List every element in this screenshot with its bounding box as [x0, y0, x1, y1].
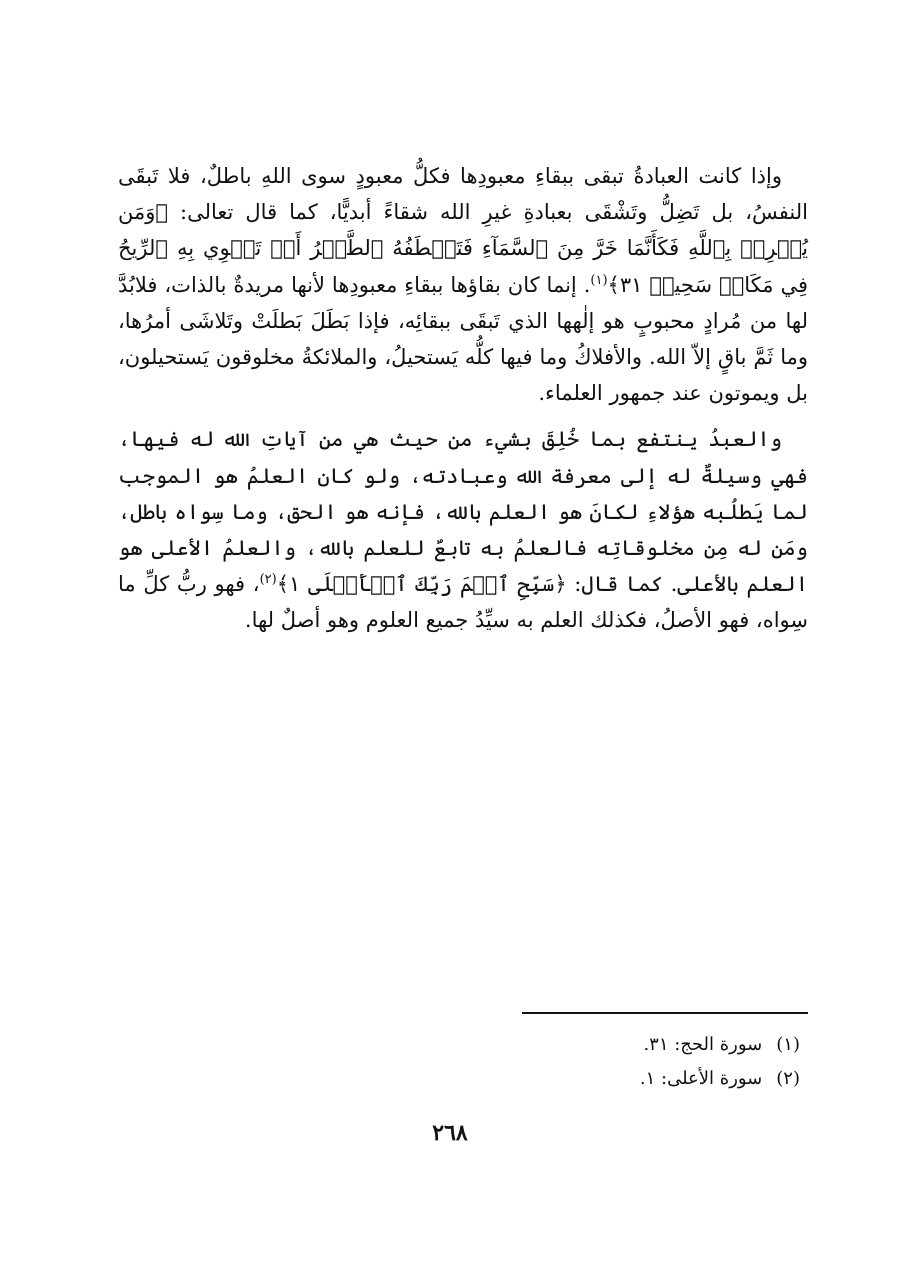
footnote-number: (٢): [776, 1068, 800, 1089]
quran-verse: ﴿سَبِّحِ ٱسۡمَ رَبِّكَ ٱلۡأَعۡلَى ١﴾: [276, 572, 567, 597]
footnote-2: [500, 1062, 800, 1096]
quran-verse: ﴿وَمَن يُشۡرِكۡ بِٱللَّهِ فَكَأَنَّمَا خَرَّ مِنَ ٱلسَّمَآءِ فَتَخۡطَفُهُ ٱلطَّيۡرُ أَوۡ تَهۡوِي بِهِ ٱلرِّيحُ فِي مَكَانٖ سَحِيقٖ ٣١﴾: [118, 200, 808, 297]
footnote-1: [500, 1028, 800, 1062]
footnotes: [500, 1028, 800, 1096]
footnote-number: (١): [776, 1034, 800, 1055]
footnote-text: سورة الحج: ٣١.: [643, 1034, 763, 1055]
paragraph-2: [118, 421, 808, 638]
footnote-divider: [522, 1012, 808, 1014]
footnote-reference[interactable]: (١): [590, 272, 608, 288]
footnote-text: سورة الأعلى: ١.: [639, 1068, 763, 1089]
page-number: ٢٦٨: [432, 1120, 468, 1146]
footnote-reference[interactable]: (٢): [259, 572, 277, 588]
paragraph-text: ، فهو ربُّ كلِّ ما سِواه، فهو الأصلُ، فكذلك العلم به سيِّدُ جميع العلوم وهو أصلٌ لها.: [118, 572, 808, 633]
paragraph-text: . إنما كان بقاؤها ببقاءِ معبودِها لأنها مريدةٌ بالذات، فلابُدَّ لها من مُرادٍ محبوبٍ هو إلٰهها الذي تَبقَى ببقائِه، فإذا بَطَلَ بَطلَتْ وتَلاشَى أمرُها، وما ثَمَّ باقٍ إلاّ الله. والأفلاكُ وما فيها كلُّه يَستحيلُ، والملائكةُ مخلوقون يَستحيلون، بل ويموتون عند جمهور العلماء.: [118, 272, 808, 406]
paragraph-1: [118, 158, 808, 411]
paragraph-text: وإذا كانت العبادةُ تبقى ببقاءِ معبودِها فكلُّ معبودٍ سوى اللهِ باطلٌ، فلا تَبقَى النفسُ، بل تَضِلُّ وتَشْقَى بعبادةِ غيرِ الله شقاءً أبديًّا، كما قال تعالى:: [118, 164, 808, 225]
main-text: [118, 158, 808, 639]
paragraph-text: والعبدُ ينتفع بما خُلِقَ بشيء من حيث هي من آياتِ الله له فيها، فهي وسيلةٌ له إلى معرفة الله وعبادته، ولو كان العلمُ هو الموجب لما يَطلُبه هؤلاءِ لكانَ هو العلم بالله، فإنه هو الحق، وما سِواه باطل، ومَن له مِن مخلوقاتِه فالعلمُ به تابعٌ للعلم بالله، والعلمُ الأعلى هو العلم بالأعلى. كما قال:: [118, 427, 808, 597]
